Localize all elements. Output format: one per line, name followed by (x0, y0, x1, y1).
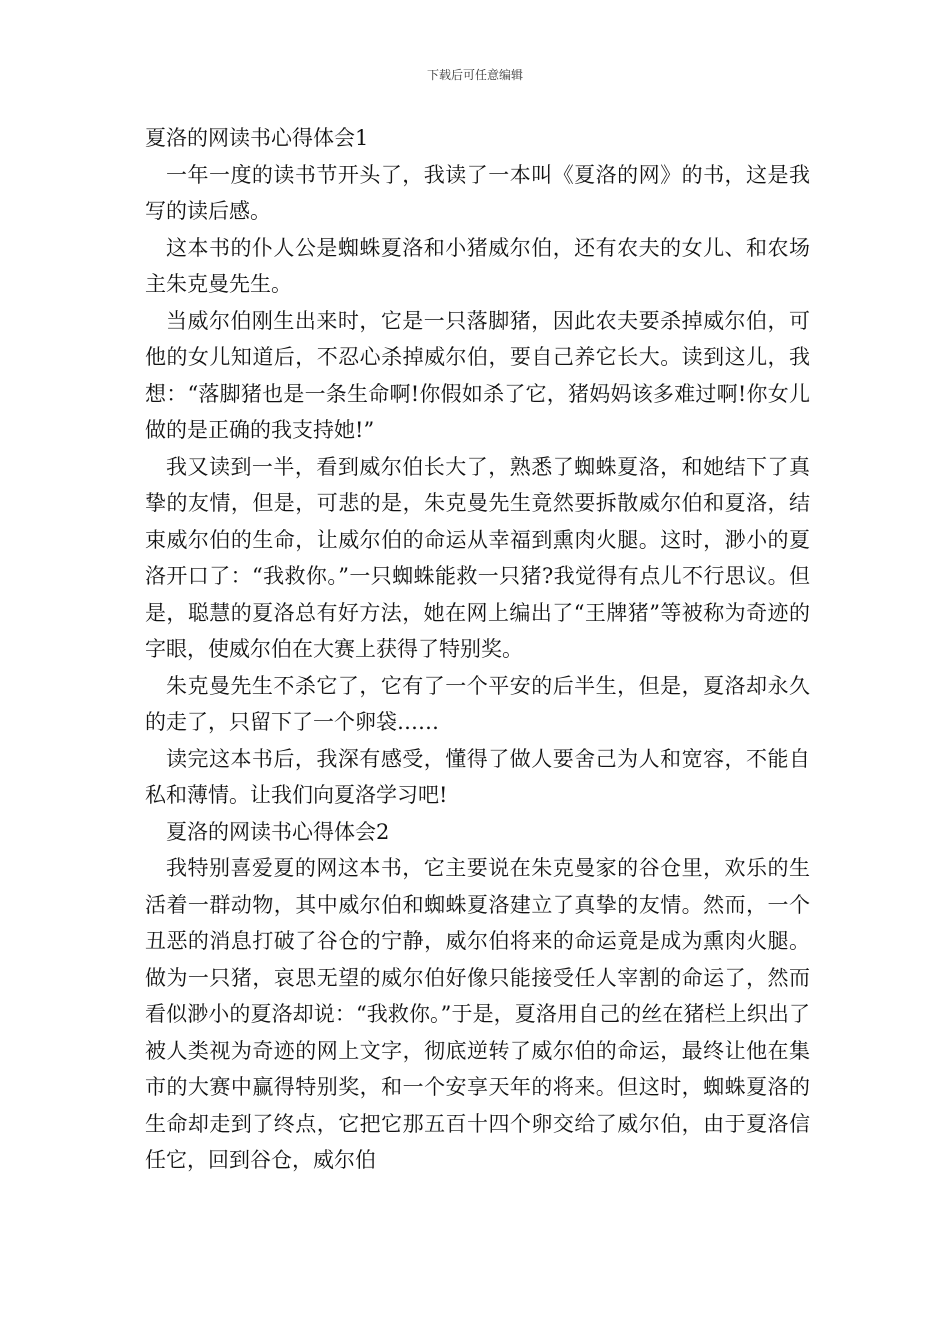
document-body (145, 120, 810, 1179)
paragraph: 读完这本书后，我深有感受，懂得了做人要舍己为人和宽容，不能自私和薄情。让我们向夏洛学习吧! (145, 746, 810, 807)
section-title: 夏洛的网读书心得体会2 (166, 819, 390, 844)
paragraph: 这本书的仆人公是蜘蛛夏洛和小猪威尔伯，还有农夫的女儿、和农场主朱克曼先生。 (145, 235, 810, 296)
paragraph: 当威尔伯刚生出来时，它是一只落脚猪，因此农夫要杀掉威尔伯，可他的女儿知道后，不忍心杀掉威尔伯，要自己养它长大。读到这儿，我想：“落脚猪也是一条生命啊!你假如杀了它，猪妈妈该多难过啊!你女儿做的是正确的我支持她!” (145, 308, 810, 442)
paragraph: 一年一度的读书节开头了，我读了一本叫《夏洛的网》的书，这是我写的读后感。 (145, 162, 810, 223)
paragraph: 朱克曼先生不杀它了，它有了一个平安的后半生，但是，夏洛却永久的走了，只留下了一个卵袋…… (145, 673, 810, 734)
section-title: 夏洛的网读书心得体会1 (145, 126, 369, 150)
page-header: 下载后可任意编辑 (426, 68, 523, 82)
paragraph: 我又读到一半，看到威尔伯长大了，熟悉了蜘蛛夏洛，和她结下了真挚的友情，但是，可悲的是，朱克曼先生竟然要拆散威尔伯和夏洛，结束威尔伯的生命，让威尔伯的命运从幸福到熏肉火腿。这时，渺小的夏洛开口了：“我救你。”一只蜘蛛能救一只猪?我觉得有点儿不行思议。但是，聪慧的夏洛总有好方法，她在网上编出了“王牌猪”等被称为奇迹的字眼，使威尔伯在大赛上获得了特别奖。 (145, 454, 810, 661)
paragraph: 我特别喜爱夏的网这本书，它主要说在朱克曼家的谷仓里，欢乐的生活着一群动物，其中威尔伯和蜘蛛夏洛建立了真挚的友情。然而，一个丑恶的消息打破了谷仓的宁静，威尔伯将来的命运竟是成为熏肉火腿。做为一只猪，哀思无望的威尔伯好像只能接受任人宰割的命运了，然而看似渺小的夏洛却说：“我救你。”于是，夏洛用自己的丝在猪栏上织出了被人类视为奇迹的网上文字，彻底逆转了威尔伯的命运，最终让他在集市的大赛中赢得特别奖，和一个安享天年的将来。但这时，蜘蛛夏洛的生命却走到了终点，它把它那五百十四个卵交给了威尔伯，由于夏洛信任它，回到谷仓，威尔伯 (145, 856, 810, 1172)
